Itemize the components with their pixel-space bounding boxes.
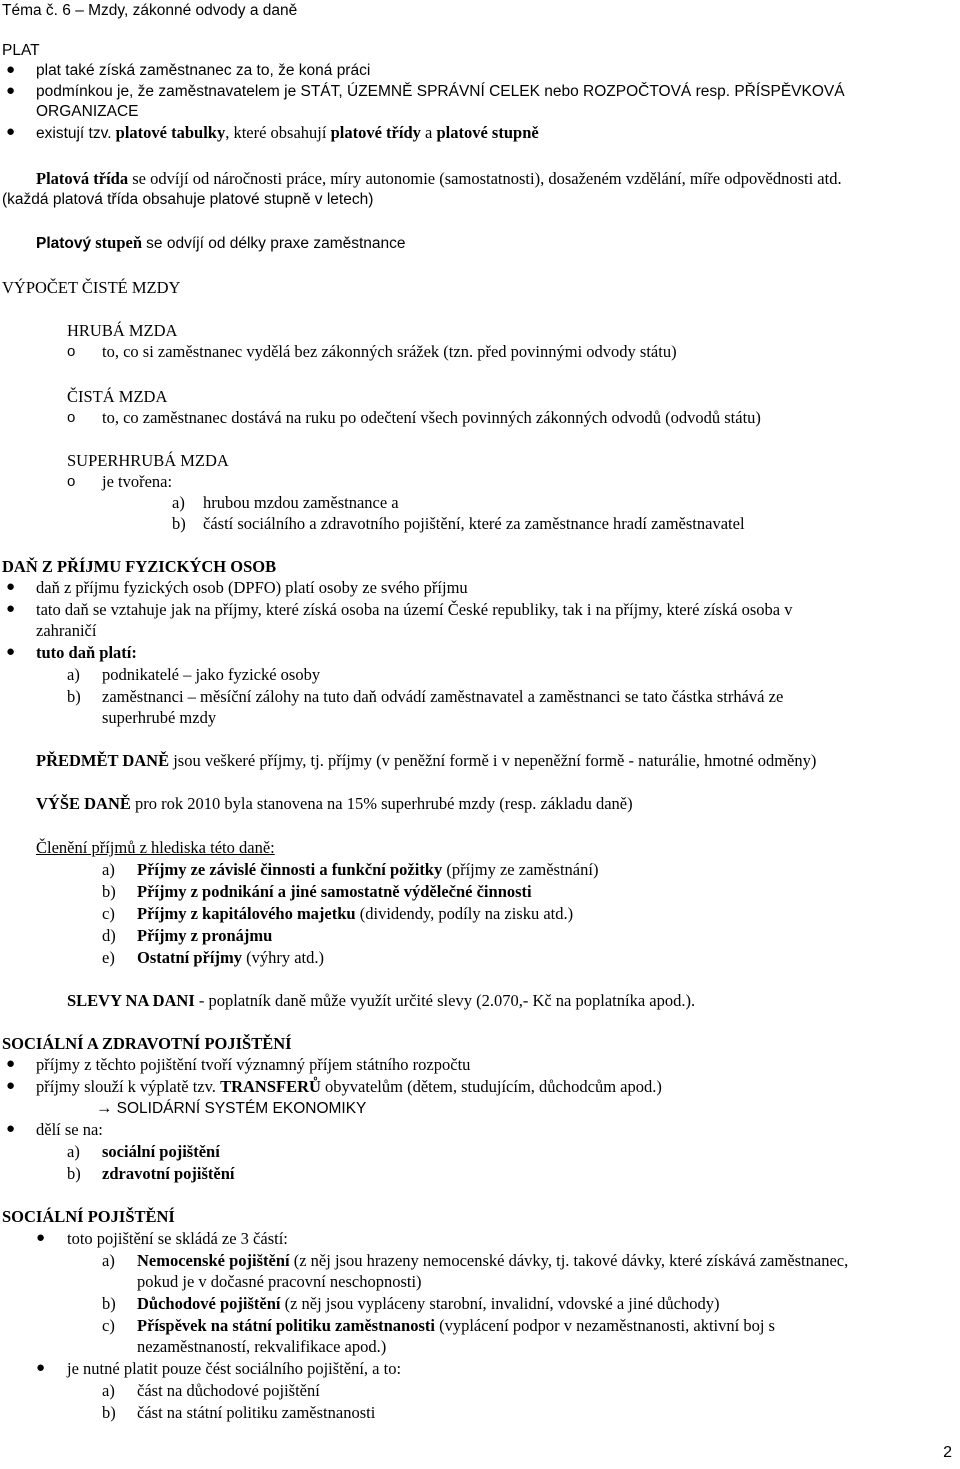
bullet-icon: ●: [36, 1360, 46, 1376]
paragraph-note: (každá platová třída obsahuje platové stupně v letech): [2, 191, 374, 208]
list-marker: b): [67, 687, 81, 706]
subheading-cleneni: Členění příjmů z hlediska této daně:: [36, 838, 275, 857]
paragraph: [36, 168, 842, 189]
list-marker: c): [102, 1316, 115, 1335]
list-item: [137, 859, 598, 880]
list-item: zdravotní pojištění: [102, 1164, 235, 1183]
bold-term: Příjmy z kapitálového majetku: [137, 904, 356, 923]
subheading-superhruba: SUPERHRUBÁ MZDA: [67, 451, 229, 470]
text-span: (vyplácení podpor v nezaměstnanosti, aktivní boj s: [439, 1316, 775, 1335]
bold-term: platové stupně: [436, 123, 539, 142]
bullet-icon: ●: [6, 1078, 16, 1094]
text-span: obyvatelům (dětem, studujícím, důchodcům apod.): [325, 1077, 662, 1096]
list-item: částí sociálního a zdravotního pojištění, které za zaměstnance hradí zaměstnavatel: [203, 514, 745, 533]
text-span: existují tzv.: [36, 125, 112, 142]
paragraph: [36, 232, 406, 254]
subheading-cista: ČISTÁ MZDA: [67, 387, 168, 406]
list-item: plat také získá zaměstnanec za to, že koná práci: [36, 62, 371, 79]
text-span: SOLIDÁRNÍ SYSTÉM EKONOMIKY: [116, 1100, 367, 1117]
section-heading-soc: SOCIÁLNÍ POJIŠTĚNÍ: [2, 1207, 175, 1226]
section-heading-socz: SOCIÁLNÍ A ZDRAVOTNÍ POJIŠTĚNÍ: [2, 1034, 292, 1053]
list-item: Příjmy z podnikání a jiné samostatně výdělečné činnosti: [137, 882, 532, 901]
bold-term: stupeň: [95, 233, 143, 252]
bold-term: Příspěvek na státní politiku zaměstnanosti: [137, 1316, 435, 1335]
arrow-right-icon: →: [96, 1098, 113, 1117]
section-heading-dan: DAŇ Z PŘÍJMU FYZICKÝCH OSOB: [2, 557, 277, 576]
list-marker: d): [102, 926, 116, 945]
text-span: se odvíjí od délky praxe zaměstnance: [146, 235, 406, 252]
bullet-icon: ●: [36, 1230, 46, 1246]
list-marker: b): [102, 882, 116, 901]
bullet-icon: ●: [6, 124, 16, 140]
bold-term: Důchodové pojištění: [137, 1294, 281, 1313]
list-item: [137, 1293, 719, 1314]
section-heading-plat: PLAT: [2, 42, 40, 59]
list-item: daň z příjmu fyzických osob (DPFO) platí osoby ze svého příjmu: [36, 578, 468, 597]
list-item: podnikatelé – jako fyzické osoby: [102, 665, 321, 684]
list-item: část na důchodové pojištění: [137, 1381, 320, 1400]
bold-term: platové tabulky: [115, 123, 226, 142]
bold-term: TRANSFERŮ: [220, 1077, 321, 1096]
list-item: [137, 1315, 775, 1336]
list-marker: a): [172, 493, 185, 512]
list-item: [137, 947, 324, 968]
circle-bullet-icon: o: [67, 473, 76, 490]
list-marker: b): [102, 1294, 116, 1313]
text-span: (příjmy ze zaměstnání): [446, 860, 599, 879]
bullet-icon: ●: [6, 1056, 16, 1072]
bullet-icon: ●: [6, 83, 16, 99]
list-item: tuto daň platí:: [36, 643, 137, 662]
text-span: (z něj jsou vypláceny starobní, invalidní, vdovské a jiné důchody): [284, 1294, 720, 1313]
list-item: zaměstnanci – měsíční zálohy na tuto daň odvádí zaměstnavatel a zaměstnanci se tato částka strhává ze: [102, 687, 784, 706]
text-span: (výhry atd.): [246, 948, 324, 967]
list-marker: b): [67, 1164, 81, 1183]
list-item: podmínkou je, že zaměstnavatelem je STÁT, ÚZEMNĚ SPRÁVNÍ CELEK nebo ROZPOČTOVÁ resp. PŘÍSPĚVKOVÁ: [36, 83, 845, 100]
paragraph: [36, 750, 816, 771]
list-item: toto pojištění se skládá ze 3 částí:: [67, 1229, 288, 1248]
text-span: (z něj jsou hrazeny nemocenské dávky, tj. takové dávky, které získává zaměstnanec,: [293, 1251, 849, 1270]
text-span: - poplatník daně může využít určité slevy (2.070,- Kč na poplatníka apod.).: [198, 991, 696, 1010]
list-item: Příjmy z pronájmu: [137, 926, 273, 945]
list-marker: a): [102, 1251, 115, 1270]
text-span: se odvíjí od náročnosti práce, míry autonomie (samostatnosti), dosaženém vzdělání, míře odpovědnosti atd.: [132, 169, 842, 188]
bullet-icon: ●: [6, 62, 16, 78]
list-item-continuation: nezaměstnaností, rekvalifikace apod.): [137, 1337, 387, 1356]
list-item: část na státní politiku zaměstnanosti: [137, 1403, 376, 1422]
list-item-continuation: superhrubé mzdy: [102, 708, 217, 727]
circle-bullet-icon: o: [67, 343, 76, 360]
list-item-continuation: ORGANIZACE: [36, 103, 139, 120]
bullet-icon: ●: [6, 1121, 16, 1137]
list-item: [36, 1076, 662, 1097]
list-item: [137, 1250, 848, 1271]
list-item-continuation: [96, 1097, 366, 1119]
text-span: , které obsahují: [225, 123, 327, 142]
bold-term: SLEVY NA DANI: [67, 991, 195, 1010]
bold-term: VÝŠE DANĚ: [36, 794, 131, 813]
bold-term: PŘEDMĚT DANĚ: [36, 751, 170, 770]
section-heading-vypocet: VÝPOČET ČISTÉ MZDY: [2, 278, 181, 297]
text-span: jsou veškeré příjmy, tj. příjmy (v peněžní formě i v nepeněžní formě - naturálie, hmotné odměny): [173, 751, 817, 770]
list-item: sociální pojištění: [102, 1142, 220, 1161]
list-item: [137, 903, 573, 924]
paragraph: [67, 990, 695, 1011]
page-title: Téma č. 6 – Mzdy, zákonné odvody a daně: [2, 2, 298, 19]
list-marker: b): [102, 1403, 116, 1422]
list-item-continuation: pokud je v dočasné pracovní neschopnosti): [137, 1272, 422, 1291]
bold-term: Nemocenské pojištění: [137, 1251, 290, 1270]
bold-term: Příjmy ze závislé činnosti a funkční požitky: [137, 860, 443, 879]
bullet-icon: ●: [6, 601, 16, 617]
list-item: tato daň se vztahuje jak na příjmy, které získá osoba na území České republiky, tak i na příjmy, které získá osoba v: [36, 600, 793, 619]
list-marker: b): [172, 514, 186, 533]
list-marker: a): [67, 1142, 80, 1161]
list-item: hrubou mzdou zaměstnance a: [203, 493, 399, 512]
list-marker: c): [102, 904, 115, 923]
subheading-hruba: HRUBÁ MZDA: [67, 321, 178, 340]
circle-bullet-icon: o: [67, 409, 76, 426]
bullet-icon: ●: [6, 644, 16, 660]
list-item: to, co zaměstnanec dostává na ruku po odečtení všech povinných zákonných odvodů (odvodů státu): [102, 408, 761, 427]
text-span: (dividendy, podíly na zisku atd.): [359, 904, 574, 923]
text-span: příjmy slouží k výplatě tzv.: [36, 1077, 216, 1096]
bold-term: platové třídy: [330, 123, 421, 142]
list-item: je tvořena:: [102, 472, 173, 491]
list-marker: a): [67, 665, 80, 684]
bold-term: Ostatní příjmy: [137, 948, 242, 967]
list-item: to, co si zaměstnanec vydělá bez zákonných srážek (tzn. před povinnými odvody státu): [102, 342, 677, 361]
list-marker: e): [102, 948, 115, 967]
bullet-icon: ●: [6, 579, 16, 595]
bold-term: Platový: [36, 235, 92, 252]
list-item: je nutné platit pouze čést sociálního pojištění, a to:: [67, 1359, 402, 1378]
list-item: příjmy z těchto pojištění tvoří významný příjem státního rozpočtu: [36, 1055, 471, 1074]
list-item: dělí se na:: [36, 1120, 103, 1139]
text-span: a: [425, 123, 433, 142]
bold-term: Platová třída: [36, 169, 129, 188]
list-marker: a): [102, 1381, 115, 1400]
page-number: 2: [943, 1444, 952, 1461]
text-span: pro rok 2010 byla stanovena na 15% superhrubé mzdy (resp. základu daně): [135, 794, 633, 813]
list-item: [36, 122, 539, 144]
list-marker: a): [102, 860, 115, 879]
paragraph: [36, 793, 633, 814]
list-item-continuation: zahraničí: [36, 621, 97, 640]
